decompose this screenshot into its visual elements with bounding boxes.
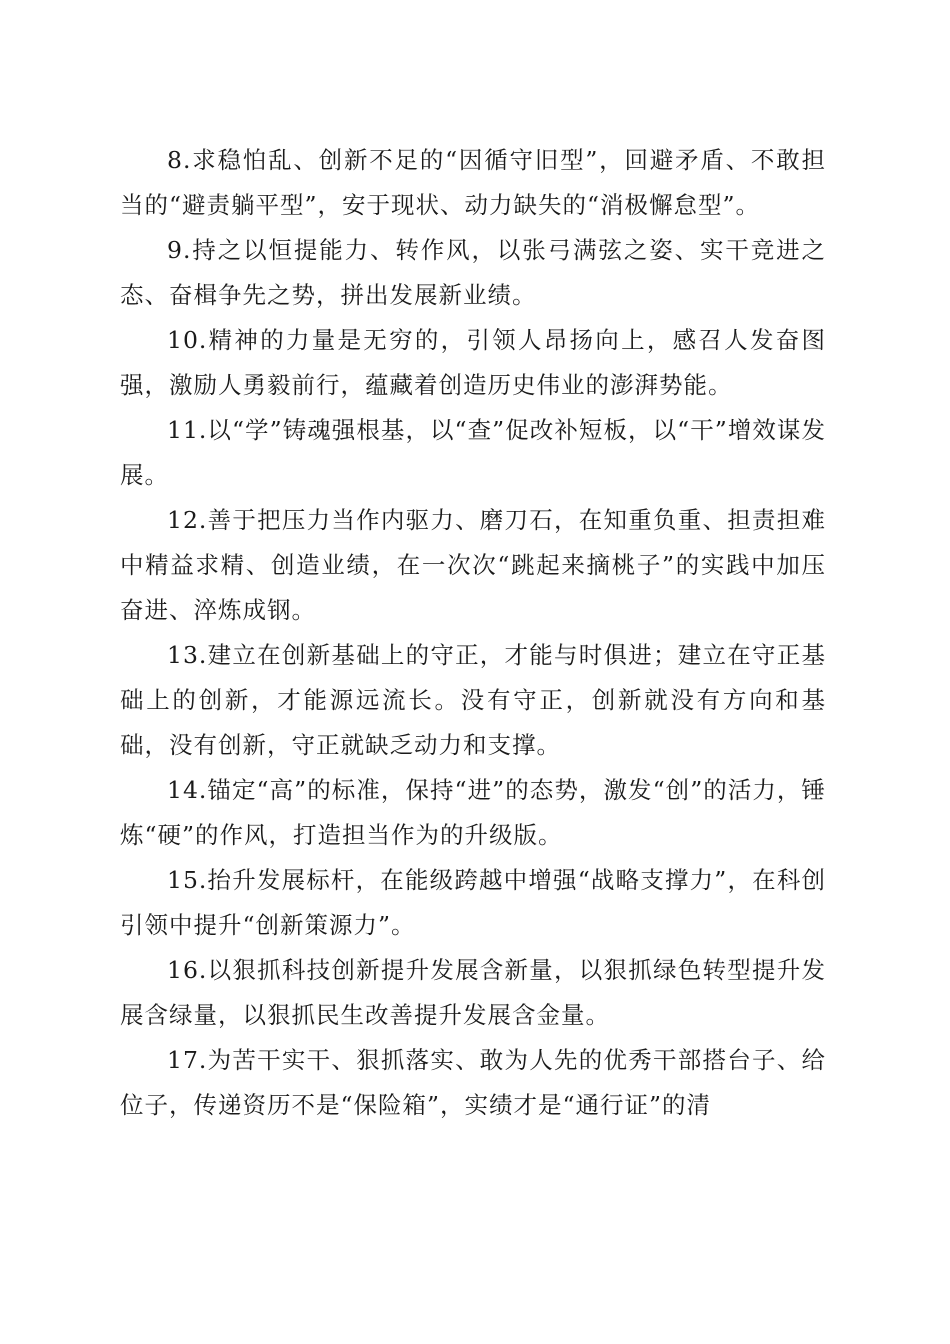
paragraph-15: 15.抬升发展标杆，在能级跨越中增强“战略支撑力”，在科创引领中提升“创新策源力”。 bbox=[120, 866, 826, 939]
paragraph-13: 13.建立在创新基础上的守正，才能与时俱进；建立在守正基础上的创新，才能源远流长。没有守正，创新就没有方向和基础，没有创新，守正就缺乏动力和支撑。 bbox=[120, 641, 826, 759]
document-body bbox=[120, 138, 826, 1128]
paragraph-8: 8.求稳怕乱、创新不足的“因循守旧型”，回避矛盾、不敢担当的“避责躺平型”，安于现状、动力缺失的“消极懈怠型”。 bbox=[120, 146, 826, 219]
paragraph-9: 9.持之以恒提能力、转作风，以张弓满弦之姿、实干竞进之态、奋楫争先之势，拼出发展新业绩。 bbox=[120, 236, 826, 309]
paragraph-10: 10.精神的力量是无穷的，引领人昂扬向上，感召人发奋图强，激励人勇毅前行，蕴藏着创造历史伟业的澎湃势能。 bbox=[120, 326, 826, 399]
paragraph-17: 17.为苦干实干、狠抓落实、敢为人先的优秀干部搭台子、给位子，传递资历不是“保险箱”，实绩才是“通行证”的清 bbox=[120, 1046, 826, 1119]
paragraph-12: 12.善于把压力当作内驱力、磨刀石，在知重负重、担责担难中精益求精、创造业绩，在一次次“跳起来摘桃子”的实践中加压奋进、淬炼成钢。 bbox=[120, 506, 826, 624]
paragraph-11: 11.以“学”铸魂强根基，以“查”促改补短板，以“干”增效谋发展。 bbox=[120, 416, 826, 489]
paragraph-14: 14.锚定“高”的标准，保持“进”的态势，激发“创”的活力，锤炼“硬”的作风，打造担当作为的升级版。 bbox=[120, 776, 826, 849]
paragraph-16: 16.以狠抓科技创新提升发展含新量，以狠抓绿色转型提升发展含绿量，以狠抓民生改善提升发展含金量。 bbox=[120, 956, 826, 1029]
